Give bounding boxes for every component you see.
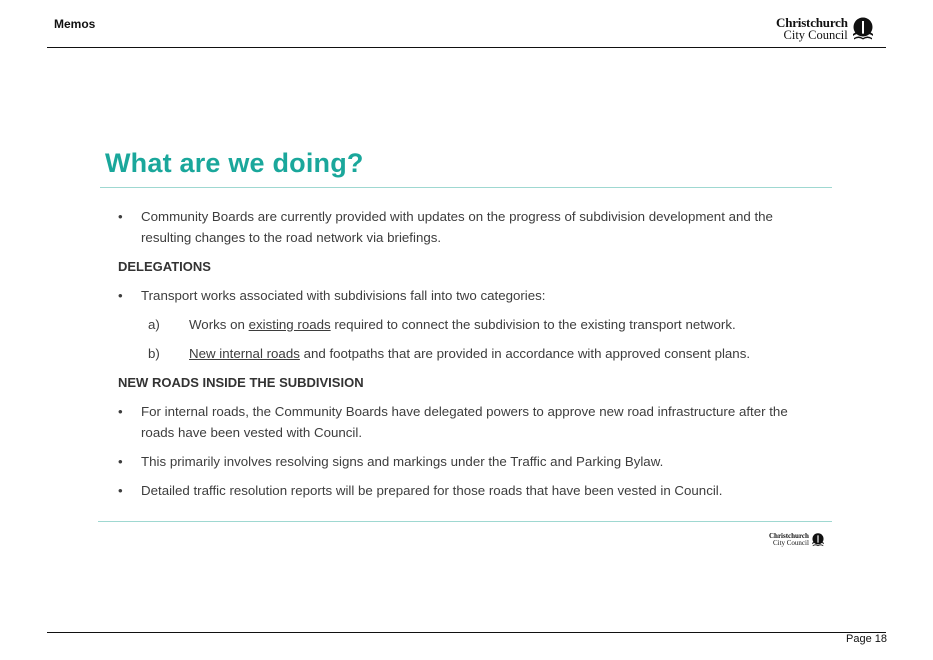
- title-divider: [100, 187, 832, 188]
- delegations-heading: DELEGATIONS: [118, 259, 211, 274]
- content-divider: [98, 521, 832, 522]
- bullet-text: Detailed traffic resolution reports will be prepared for those roads that have been vested in Council.: [141, 483, 723, 498]
- logo-line-1: Christchurch: [769, 532, 809, 540]
- category-b: [118, 343, 818, 364]
- new-roads-bullet: [118, 480, 818, 501]
- bullet-dot: •: [118, 483, 123, 498]
- category-a: [118, 314, 818, 335]
- logo-line-2: City Council: [772, 539, 809, 547]
- page-number: Page 18: [846, 633, 887, 645]
- existing-roads-text: existing roads: [248, 317, 331, 332]
- slide-content: [118, 206, 818, 501]
- bullet-text: This primarily involves resolving signs and markings under the Traffic and Parking Bylaw.: [141, 454, 664, 469]
- category-text-post: required to connect the subdivision to the existing transport network.: [330, 317, 736, 332]
- new-internal-roads-text: New internal roads: [189, 346, 300, 361]
- document-title: Memos: [54, 17, 96, 31]
- category-text-pre: Works on: [189, 317, 249, 332]
- cathedral-emblem-icon: [851, 17, 875, 41]
- bullet-dot: •: [118, 454, 123, 469]
- new-roads-bullet: [118, 451, 818, 472]
- council-logo: [776, 16, 875, 42]
- intro-bullet: [118, 206, 818, 248]
- bullet-dot: •: [118, 209, 123, 224]
- category-label: a): [148, 317, 160, 332]
- header-rule: [47, 47, 886, 48]
- bullet-text: Community Boards are currently provided with updates on the progress of subdivision development and the resulting changes to the road network via briefings.: [141, 209, 773, 245]
- category-label: b): [148, 346, 160, 361]
- bullet-dot: •: [118, 288, 123, 303]
- category-text-post: and footpaths that are provided in accordance with approved consent plans.: [299, 346, 751, 361]
- new-roads-heading: NEW ROADS INSIDE THE SUBDIVISION: [118, 375, 364, 390]
- slide-title: What are we doing?: [105, 148, 364, 178]
- delegations-bullet: [118, 285, 818, 306]
- slide-footer-logo: [769, 533, 825, 547]
- logo-line-1: Christchurch: [776, 15, 848, 30]
- bullet-text: For internal roads, the Community Boards have delegated powers to approve new road infrastructure after the roads have been vested with Council.: [141, 404, 788, 440]
- cathedral-emblem-icon: [811, 533, 825, 547]
- bullet-dot: •: [118, 404, 123, 419]
- logo-line-2: City Council: [783, 28, 848, 42]
- footer-rule: [47, 632, 886, 633]
- new-roads-bullet: [118, 401, 818, 443]
- bullet-text: Transport works associated with subdivisions fall into two categories:: [141, 288, 546, 303]
